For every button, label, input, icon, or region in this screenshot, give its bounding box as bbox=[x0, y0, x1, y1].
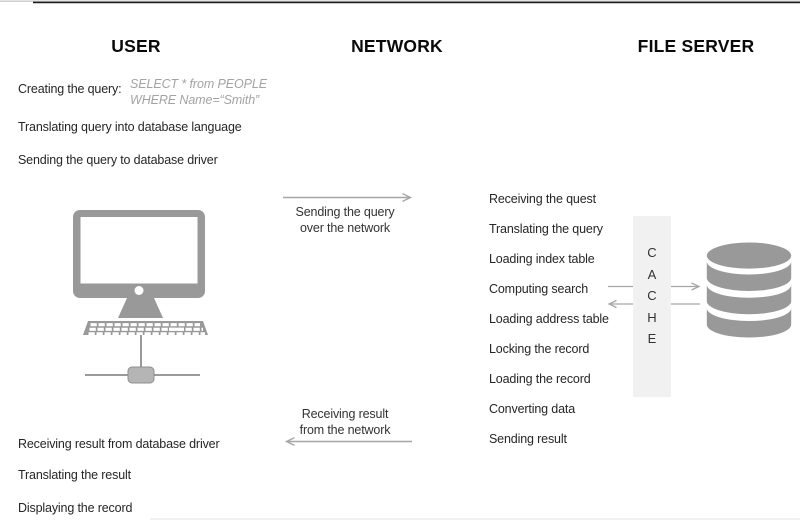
cache-letter: H bbox=[647, 309, 657, 325]
network-send-line2: over the network bbox=[299, 221, 390, 235]
cache-letter: E bbox=[647, 331, 657, 347]
server-step-loading-record: Loading the record bbox=[489, 372, 591, 386]
cache-to-database-arrow bbox=[671, 283, 699, 290]
column-header-user: USER bbox=[111, 36, 161, 56]
column-header-network: NETWORK bbox=[351, 36, 443, 56]
cache-box bbox=[633, 216, 671, 397]
network-receive-label bbox=[265, 406, 425, 438]
cache-to-server-arrow bbox=[609, 301, 633, 308]
network-receive-line1: Receiving result bbox=[301, 407, 389, 421]
sql-query-line1: SELECT * from PEOPLE bbox=[130, 77, 267, 91]
server-step-computing-search: Computing search bbox=[489, 282, 589, 296]
server-step-translating-query: Translating the query bbox=[489, 222, 603, 236]
cache-letter: C bbox=[647, 288, 657, 304]
cache-letter: A bbox=[647, 266, 657, 282]
monitor-stand bbox=[118, 298, 163, 318]
network-connector bbox=[85, 335, 200, 383]
user-step-displaying-record: Displaying the record bbox=[18, 501, 133, 515]
server-step-loading-address: Loading address table bbox=[489, 312, 609, 326]
user-step-sending-query: Sending the query to database driver bbox=[18, 153, 218, 167]
monitor-button bbox=[135, 286, 144, 295]
send-query-arrow bbox=[283, 194, 411, 202]
keyboard bbox=[83, 321, 208, 335]
computer-icon bbox=[70, 206, 210, 386]
user-step-creating-query: Creating the query: bbox=[18, 82, 122, 96]
network-send-line1: Sending the query bbox=[295, 205, 395, 219]
monitor-screen bbox=[81, 217, 198, 284]
server-step-sending-result: Sending result bbox=[489, 432, 567, 446]
user-step-receiving-result: Receiving result from database driver bbox=[18, 437, 220, 451]
user-step-translating-query: Translating query into database language bbox=[18, 120, 242, 134]
network-send-label bbox=[265, 204, 425, 236]
server-step-locking-record: Locking the record bbox=[489, 342, 590, 356]
sql-query-note bbox=[130, 76, 267, 108]
user-step-translating-result: Translating the result bbox=[18, 468, 131, 482]
network-receive-line2: from the network bbox=[299, 423, 391, 437]
server-step-receiving-quest: Receiving the quest bbox=[489, 192, 596, 206]
server-step-converting-data: Converting data bbox=[489, 402, 576, 416]
cache-letter: C bbox=[647, 245, 657, 260]
receive-result-arrow bbox=[287, 438, 413, 446]
database-icon bbox=[705, 242, 793, 339]
server-step-loading-index: Loading index table bbox=[489, 252, 595, 266]
sql-query-line2: WHERE Name=“Smith” bbox=[130, 93, 260, 107]
column-header-file-server: FILE SERVER bbox=[637, 36, 755, 56]
